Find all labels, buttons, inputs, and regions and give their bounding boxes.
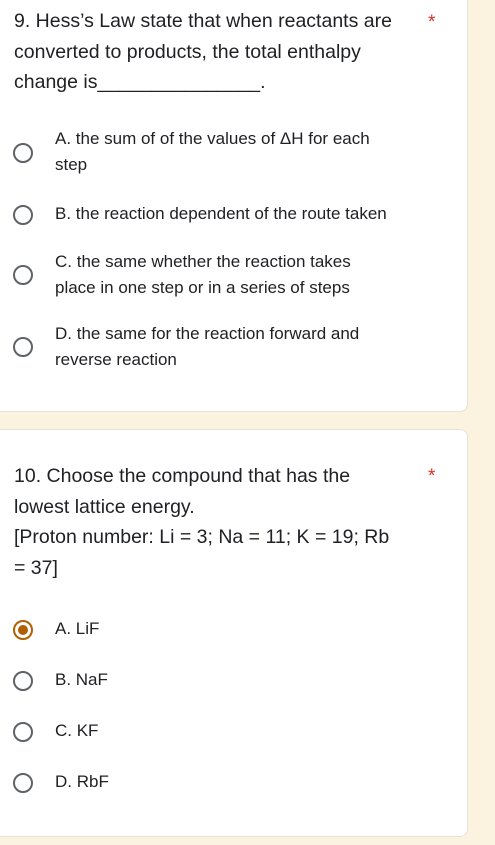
radio-button-icon[interactable] <box>13 671 33 691</box>
question-title: 9. Hess’s Law state that when reactants are converted to products, the total enthalpy change is_______________. <box>14 10 392 93</box>
option-c[interactable] <box>0 717 460 747</box>
option-label: C. KF <box>55 721 99 740</box>
option-label: B. the reaction dependent of the route taken <box>55 204 387 223</box>
option-d[interactable] <box>0 768 460 798</box>
question-title: 10. Choose the compound that has the lowest lattice energy. [Proton number: Li = 3; Na = 11; K = 19; Rb = 37] <box>14 465 390 579</box>
option-label: A. LiF <box>55 619 100 638</box>
option-c[interactable] <box>0 249 460 304</box>
radio-button-icon[interactable] <box>13 143 33 163</box>
radio-button-icon[interactable] <box>13 205 33 225</box>
required-asterisk: * <box>428 12 436 33</box>
option-label: A. the sum of of the values of ΔH for each step <box>55 129 370 174</box>
option-a[interactable] <box>0 126 460 181</box>
radio-button-icon[interactable] <box>13 773 33 793</box>
option-label: B. NaF <box>55 670 108 689</box>
radio-button-selected-icon[interactable] <box>13 620 33 640</box>
radio-button-icon[interactable] <box>13 722 33 742</box>
question-card-9 <box>0 0 468 412</box>
option-b[interactable] <box>0 666 460 696</box>
option-a[interactable] <box>0 615 460 645</box>
option-label: D. RbF <box>55 772 109 791</box>
radio-button-icon[interactable] <box>13 265 33 285</box>
radio-button-icon[interactable] <box>13 337 33 357</box>
option-d[interactable] <box>0 321 460 376</box>
option-b[interactable] <box>0 201 460 231</box>
required-asterisk: * <box>428 466 436 487</box>
question-card-10 <box>0 429 468 837</box>
option-label: D. the same for the reaction forward and reverse reaction <box>55 324 360 369</box>
option-label: C. the same whether the reaction takes place in one step or in a series of steps <box>55 252 351 297</box>
